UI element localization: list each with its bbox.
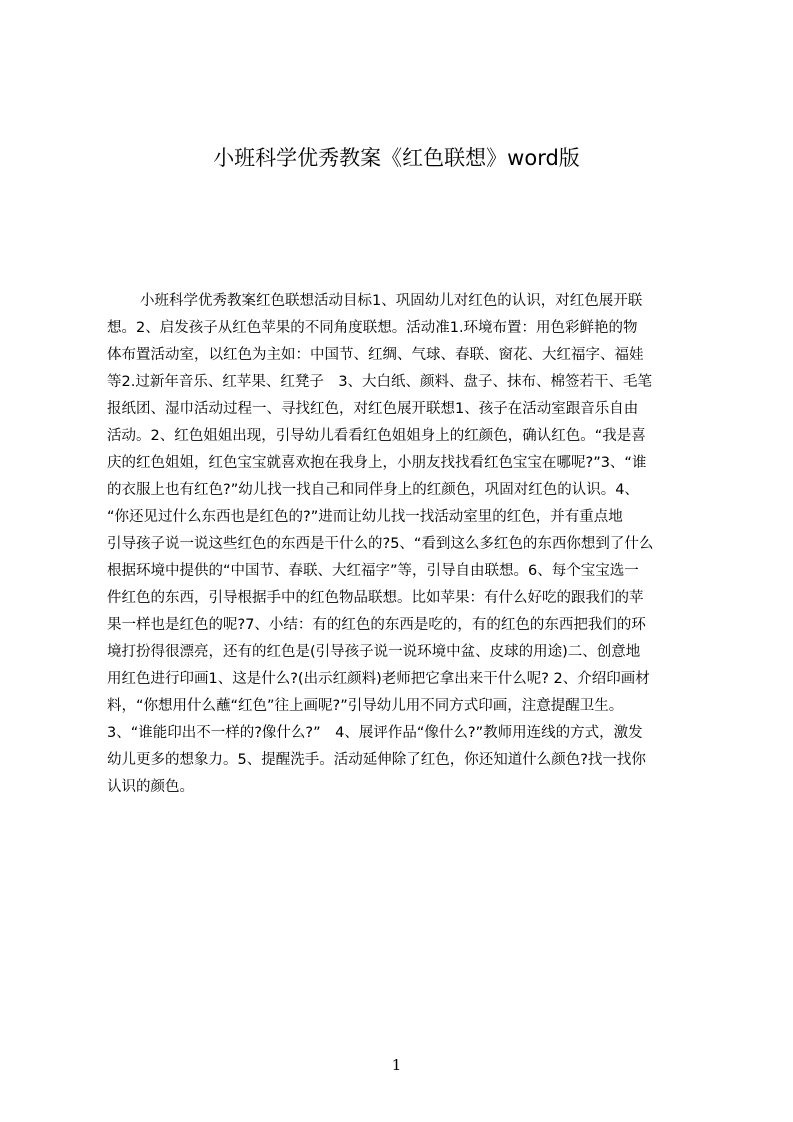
body-line-18: 幼儿更多的想象力。5、提醒洗手。活动延伸除了红色，你还知道什么颜色?找一找你 [107,752,646,768]
body-line-9: “你还见过什么东西也是红色的?”进而让幼儿找一找活动室里的红色，并有重点地 [107,509,623,525]
document-body [107,288,699,801]
body-line-3: 体布置活动室，以红色为主如：中国节、红绸、气球、春联、窗花、大红福字、福娃 [107,347,644,363]
body-line-14: 境打扮得很漂亮，还有的红色是(引导孩子说一说环境中盆、皮球的用途)二、创意地 [107,644,641,660]
body-line-8: 的衣服上也有红色?”幼儿找一找自己和同伴身上的红颜色，巩固对红色的认识。4、 [107,482,639,498]
body-line-11: 根据环境中提供的“中国节、春联、大红福字”等，引导自由联想。6、每个宝宝选一 [107,563,639,579]
document-title: 小班科学优秀教案《红色联想》word版 [213,146,580,170]
body-line-12: 件红色的东西，引导根据手中的红色物品联想。比如苹果：有什么好吃的跟我们的苹 [107,590,644,606]
body-line-19: 认识的颜色。 [107,779,194,795]
page-number: 1 [391,1056,402,1074]
body-line-7: 庆的红色姐姐，红色宝宝就喜欢抱在我身上，小朋友找找看红色宝宝在哪呢?”3、“谁 [107,455,647,471]
body-line-13: 果一样也是红色的呢?7、小结：有的红色的东西是吃的，有的红色的东西把我们的环 [107,617,646,633]
body-line-16: 料，“你想用什么蘸“红色”往上画呢?”引导幼儿用不同方式印画，注意提醒卫生。 [107,698,624,714]
body-line-1: 小班科学优秀教案红色联想活动目标1、巩固幼儿对红色的认识，对红色展开联 [140,293,643,309]
body-line-10: 引导孩子说一说这些红色的东西是干什么的?5、“看到这么多红色的东西你想到了什么 [107,536,654,552]
body-line-6: 活动。2、红色姐姐出现，引导幼儿看看红色姐姐身上的红颜色，确认红色。“我是喜 [107,428,646,444]
body-line-5: 报纸团、湿巾活动过程一、寻找红色，对红色展开联想1、孩子在活动室跟音乐自由 [107,401,639,417]
body-line-15: 用红色进行印画1、这是什么?(出示红颜料)老师把它拿出来干什么呢? 2、介绍印画材 [107,671,650,687]
body-line-4: 等2.过新年音乐、红苹果、红凳子 3、大白纸、颜料、盘子、抹布、棉签若干、毛笔 [107,374,653,390]
body-line-2: 想。2、启发孩子从红色苹果的不同角度联想。活动准1.环境布置：用色彩鲜艳的物 [107,320,638,336]
body-line-17: 3、“谁能印出不一样的?像什么?” 4、展评作品“像什么?”教师用连线的方式，激发 [107,725,643,741]
